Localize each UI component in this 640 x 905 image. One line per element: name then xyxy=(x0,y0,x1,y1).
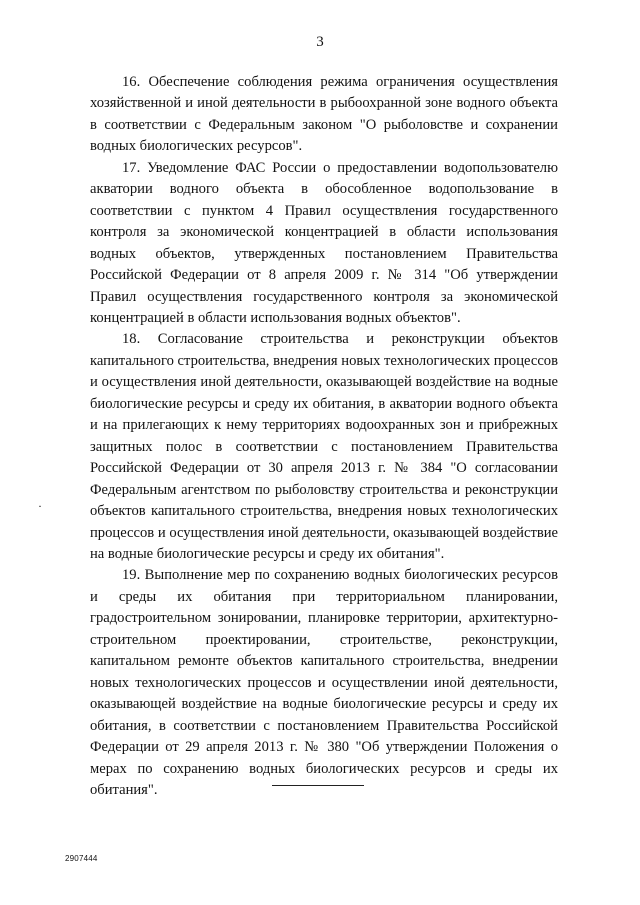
paragraph-18: 18. Согласование строительства и реконструкции объектов капитального строительства, внедрения новых технологических процессов и осуществления иной деятельности, оказывающей воздействие на водные биологические ресурсы и среду их обитания, в акватории водного объекта и на прилегающих к нему территориях водоохранных зон и прибрежных защитных полос в соответствии с постановлением Правительства Российской Федерации от 30 апреля 2013 г. № 384 "О согласовании Федеральным агентством по рыболовству строительства и реконструкции объектов капитального строительства, внедрения новых технологических процессов и осуществления иной деятельности, оказывающей воздействие на водные биологические ресурсы и среду их обитания". xyxy=(90,331,558,562)
margin-mark: · xyxy=(38,499,42,513)
paragraph-16: 16. Обеспечение соблюдения режима ограничения осуществления хозяйственной и иной деятельности в рыбоохранной зоне водного объекта в соответствии с Федеральным законом "О рыболовстве и сохранении водных биологических ресурсов". xyxy=(90,74,558,155)
end-of-text-rule xyxy=(272,785,364,786)
paragraph-19: 19. Выполнение мер по сохранению водных биологических ресурсов и среды их обитания при территориальном планировании, градостроительном зонировании, планировке территории, архитектурно-строительном проектировании, строительстве, реконструкции, капитальном ремонте объектов капитального строительства, внедрении новых технологических процессов и осуществлении иной деятельности, оказывающей воздействие на водные биологические ресурсы и среду их обитания, в соответствии с постановлением Правительства Российской Федерации от 29 апреля 2013 г. № 380 "Об утверждении Положения о мерах по сохранению водных биологических ресурсов и среды их обитания". xyxy=(90,567,558,798)
document-code: 2907444 xyxy=(65,854,98,863)
document-body xyxy=(90,72,558,801)
page-number: 3 xyxy=(316,34,324,50)
paragraph-17: 17. Уведомление ФАС России о предоставлении водопользователю акватории водного объекта в обособленное водопользование в соответствии с пунктом 4 Правил осуществления государственного контроля за экономической концентрацией в области использования водных объектов, утвержденных постановлением Правительства Российской Федерации от 8 апреля 2009 г. № 314 "Об утверждении Правил осуществления государственного контроля за экономической концентрацией в области использования водных объектов". xyxy=(90,159,558,326)
